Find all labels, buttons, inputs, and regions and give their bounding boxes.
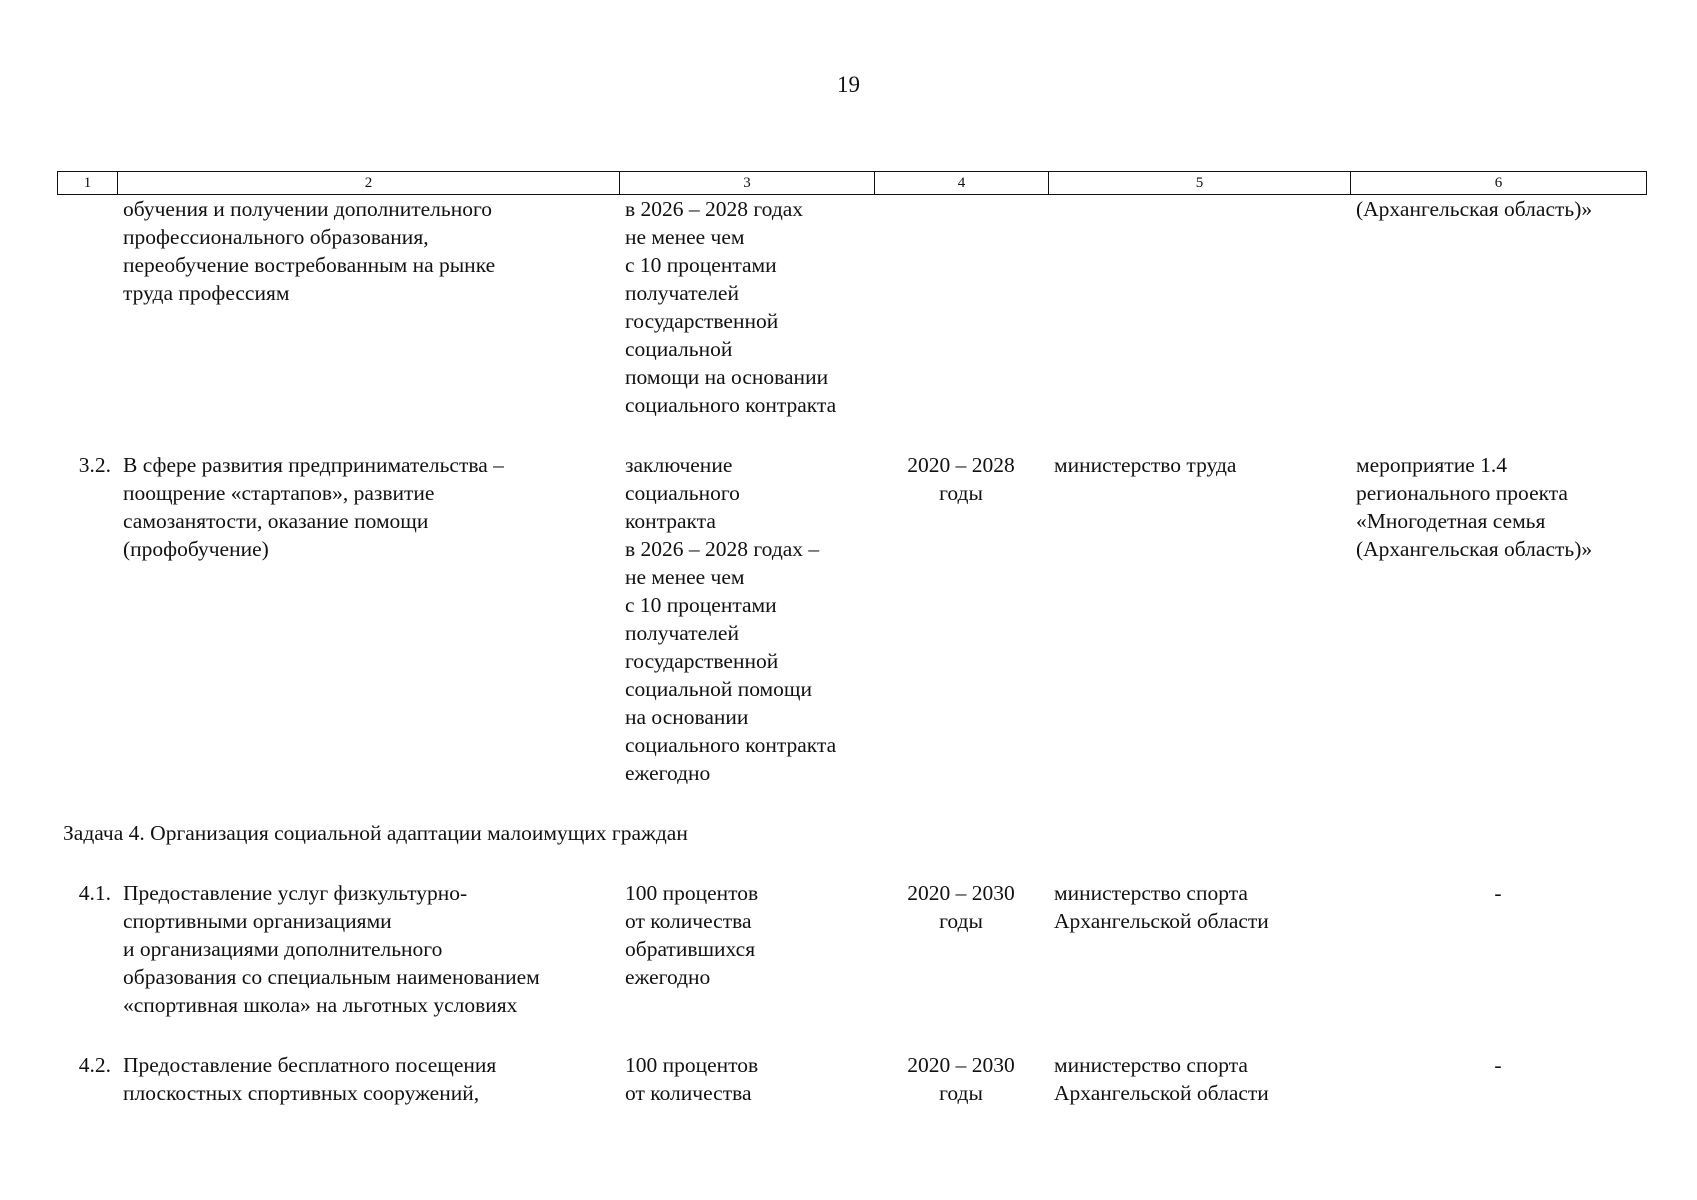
column-number-1: 1	[58, 172, 118, 195]
task-heading: Задача 4. Организация социальной адаптации малоимущих граждан	[63, 821, 688, 845]
row-period: 2020 – 2030 годы	[907, 1053, 1015, 1105]
table-row	[57, 1051, 1646, 1107]
row-link: (Архангельская область)»	[1356, 197, 1593, 221]
row-description: Предоставление услуг физкультурно- спортивными организациями и организациями дополнительного образования со специальным наименованием «спортивная школа» на льготных условиях	[123, 881, 540, 1017]
table-body	[57, 195, 1646, 1107]
row-period: 2020 – 2028 годы	[907, 453, 1015, 505]
row-spacer	[57, 1019, 1646, 1051]
row-description: Предоставление бесплатного посещения плоскостных спортивных сооружений,	[123, 1053, 497, 1105]
row-link: мероприятие 1.4 регионального проекта «Многодетная семья (Архангельская область)»	[1356, 453, 1593, 561]
row-executor	[1048, 195, 1350, 419]
row-number: 4.1.	[78, 881, 111, 905]
row-executor: министерство спорта Архангельской области	[1054, 881, 1269, 933]
row-executor: министерство спорта Архангельской области	[1054, 1053, 1269, 1105]
row-link: -	[1494, 1053, 1502, 1077]
row-link: -	[1494, 881, 1502, 905]
row-indicator: в 2026 – 2028 годах не менее чем с 10 процентами получателей государственной социальной помощи на основании социального контракта	[625, 197, 837, 417]
column-number-2: 2	[118, 172, 620, 195]
page-number: 19	[837, 72, 860, 97]
table-row	[57, 195, 1646, 419]
row-number	[57, 195, 117, 419]
row-spacer	[57, 847, 1646, 879]
column-number-6: 6	[1351, 172, 1647, 195]
row-indicator: 100 процентов от количества обратившихся ежегодно	[625, 881, 759, 989]
table-row	[57, 451, 1646, 787]
row-spacer	[57, 419, 1646, 451]
row-indicator: заключение социального контракта в 2026 – 2028 годах – не менее чем с 10 процентами получателей государственной социальной помощи на основании социального контракта ежегодно	[625, 453, 837, 785]
table-row	[57, 879, 1646, 1019]
row-period: 2020 – 2030 годы	[907, 881, 1015, 933]
program-table	[57, 171, 1646, 1107]
row-spacer	[57, 787, 1646, 819]
row-indicator: 100 процентов от количества	[625, 1053, 759, 1105]
row-period	[874, 195, 1048, 419]
column-number-row	[58, 172, 1647, 195]
column-number-5: 5	[1049, 172, 1351, 195]
column-number-4: 4	[875, 172, 1049, 195]
row-description: обучения и получении дополнительного профессионального образования, переобучение востребованным на рынке труда профессиям	[123, 197, 496, 305]
row-description: В сфере развития предпринимательства – поощрение «стартапов», развитие самозанятости, оказание помощи (профобучение)	[123, 453, 504, 561]
column-header-table	[57, 171, 1647, 195]
row-executor: министерство труда	[1054, 453, 1237, 477]
row-number: 3.2.	[78, 453, 111, 477]
row-number: 4.2.	[78, 1053, 111, 1077]
task-heading-row	[57, 819, 1646, 847]
column-number-3: 3	[620, 172, 875, 195]
